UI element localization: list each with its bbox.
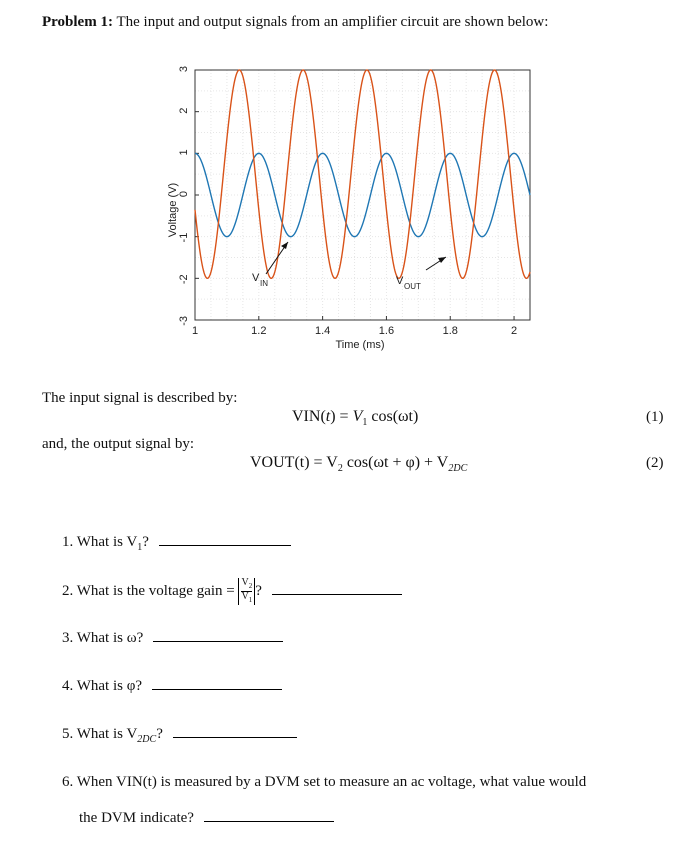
question-6-cont: the DVM indicate?	[79, 810, 334, 827]
vout-annotation-sub: OUT	[404, 282, 421, 291]
vout-annotation-label: V	[396, 275, 404, 287]
answer-line-6[interactable]	[204, 820, 334, 822]
problem-label: Problem 1:	[42, 14, 113, 30]
answer-line-3[interactable]	[153, 640, 283, 642]
x-tick-label: 1.6	[378, 325, 395, 337]
question-1: 1. What is $V_1$?	[62, 534, 291, 553]
answer-line-2[interactable]	[272, 593, 402, 595]
x-tick-label: 1.4	[314, 325, 331, 337]
gain-fraction: $\frac{V_2}{V_1}$	[238, 578, 255, 605]
question-6: 6. When VIN(t) is measured by a DVM set to measure an ac voltage, what value would	[62, 774, 587, 790]
vout-arrowhead	[438, 257, 446, 263]
equation-1: $VIN(t) = V_1$ cos(ωt)	[292, 408, 419, 429]
y-tick-label: -3	[178, 316, 190, 326]
answer-line-5[interactable]	[173, 736, 297, 738]
question-2: 2. What is the voltage gain = $\frac{V_2}{V_1}$ ?	[62, 578, 402, 605]
question-4: 4. What is φ?	[62, 678, 282, 695]
vin-annotation-label: V	[252, 272, 260, 284]
vout-annotation	[396, 257, 446, 291]
y-tick-label: 1	[178, 149, 190, 156]
vin-annotation-sub: IN	[260, 279, 268, 288]
vin-annotation	[252, 242, 288, 288]
signal-chart	[150, 60, 550, 360]
equation-2: VOUT(t) = $V_2$ $\cos(\omega t + \varphi) + V_{2DC}$	[250, 454, 468, 475]
answer-line-1[interactable]	[159, 544, 291, 546]
plot-frame	[195, 70, 530, 320]
eq2-lhs: VOUT	[250, 454, 295, 471]
y-tick-label: -2	[178, 274, 190, 285]
vout-series-line	[195, 70, 530, 278]
y-axis-label: Voltage (V)	[167, 182, 179, 238]
input-desc: The input signal is described by:	[42, 390, 238, 406]
x-tick-label: 1	[191, 325, 199, 337]
x-tick-label: 1.8	[442, 325, 458, 337]
equation-1-number: (1)	[646, 409, 664, 425]
output-desc: and, the output signal by:	[42, 436, 195, 452]
chart-grid	[195, 70, 530, 320]
eq1-lhs: VIN	[292, 408, 321, 425]
y-tick-label: 2	[178, 107, 190, 114]
y-tick-label: 0	[178, 191, 190, 198]
y-axis-ticks	[178, 66, 199, 326]
y-tick-label: -1	[178, 232, 190, 243]
y-tick-label: 3	[178, 66, 190, 73]
problem-header	[42, 14, 548, 31]
x-tick-label: 2	[510, 325, 518, 337]
x-axis-label: Time (ms)	[335, 339, 385, 351]
problem-intro: The input and output signals from an amplifier circuit are shown below:	[116, 14, 549, 30]
equation-2-number: (2)	[646, 455, 664, 471]
answer-line-4[interactable]	[152, 688, 282, 690]
question-5: 5. What is $V_{2DC}$?	[62, 726, 297, 745]
x-tick-label: 1.2	[251, 325, 267, 337]
vin-arrowhead	[281, 242, 288, 249]
question-3: 3. What is ω?	[62, 630, 283, 647]
